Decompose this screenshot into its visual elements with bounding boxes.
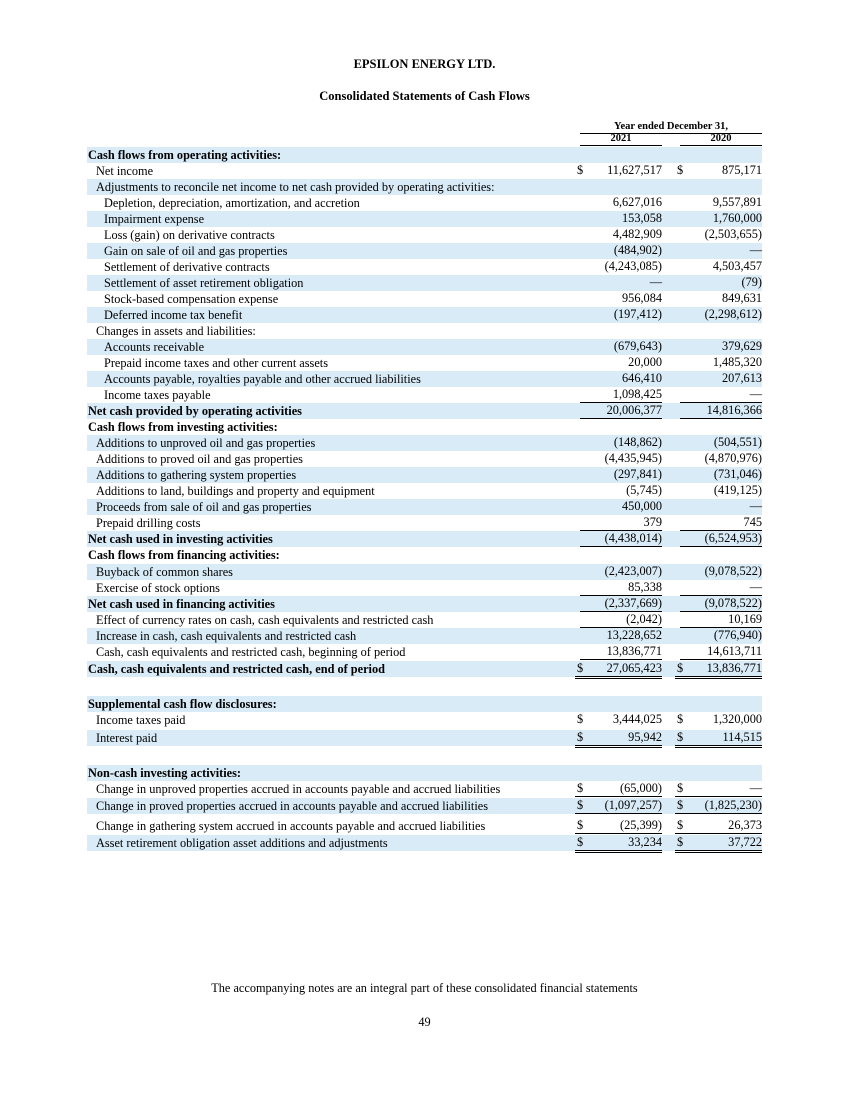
- value-2021: 3,444,025: [612, 712, 662, 726]
- table-row: [87, 323, 762, 339]
- value-2020: 1,320,000: [712, 712, 762, 726]
- value-2020: 875,171: [722, 163, 762, 177]
- table-row: [87, 696, 762, 712]
- value-2020: —: [749, 243, 762, 257]
- row-label: Accounts payable, royalties payable and other accrued liabilities: [104, 372, 421, 386]
- value-2021: (5,745): [626, 483, 662, 497]
- currency-symbol-2020: $: [677, 781, 684, 795]
- row-label: Proceeds from sale of oil and gas properties: [96, 500, 312, 514]
- row-label: Exercise of stock options: [96, 581, 220, 595]
- row-label: Net income: [96, 164, 154, 178]
- value-2021: —: [649, 275, 662, 289]
- row-label: Change in proved properties accrued in accounts payable and accrued liabilities: [96, 799, 488, 813]
- row-label: Non-cash investing activities:: [88, 766, 242, 780]
- column-header-2021: 2021: [580, 133, 662, 146]
- row-label: Impairment expense: [104, 212, 205, 226]
- row-label: Gain on sale of oil and gas properties: [104, 244, 288, 258]
- row-label: Additions to land, buildings and property and equipment: [96, 484, 375, 498]
- value-2021: (2,337,669): [580, 596, 662, 612]
- value-2021: 4,482,909: [612, 227, 662, 241]
- table-row: [87, 818, 762, 834]
- row-label: Cash flows from operating activities:: [88, 148, 282, 162]
- row-label: Settlement of derivative contracts: [104, 260, 270, 274]
- table-row: [87, 483, 762, 499]
- row-label: Adjustments to reconcile net income to net cash provided by operating activities:: [96, 180, 495, 194]
- row-label: Income taxes paid: [96, 713, 186, 727]
- currency-symbol-2021: $: [577, 818, 584, 832]
- table-row: [87, 339, 762, 355]
- value-2021: 27,065,423: [575, 661, 662, 679]
- value-2020: (776,940): [713, 628, 762, 642]
- table-row: [87, 195, 762, 211]
- table-row: [87, 499, 762, 515]
- value-2020: 9,557,891: [712, 195, 762, 209]
- value-2020: (79): [741, 275, 762, 289]
- row-label: Net cash provided by operating activities: [88, 404, 302, 418]
- currency-symbol-2020: $: [677, 730, 684, 744]
- table-row: [87, 781, 762, 797]
- value-2020: —: [680, 580, 762, 596]
- row-label: Additions to unproved oil and gas properties: [96, 436, 316, 450]
- row-label: Asset retirement obligation asset additions and adjustments: [96, 836, 388, 850]
- value-2021: 85,338: [580, 580, 662, 596]
- value-2020: 114,515: [675, 730, 762, 748]
- value-2020: 14,613,711: [680, 644, 762, 660]
- value-2021: (25,399): [575, 818, 662, 834]
- table-row: [87, 163, 762, 179]
- currency-symbol-2020: $: [677, 818, 684, 832]
- table-row: [87, 291, 762, 307]
- value-2021: 646,410: [622, 371, 662, 385]
- column-header-2020: 2020: [680, 133, 762, 146]
- table-row: [87, 307, 762, 323]
- value-2021: (4,438,014): [580, 531, 662, 547]
- value-2021: (4,435,945): [604, 451, 662, 465]
- table-row: [87, 243, 762, 259]
- value-2020: 1,485,320: [712, 355, 762, 369]
- value-2020: —: [749, 499, 762, 513]
- table-row: [87, 355, 762, 371]
- currency-symbol-2021: $: [577, 163, 584, 177]
- value-2020: (2,298,612): [704, 307, 762, 321]
- value-2020: —: [675, 781, 762, 797]
- value-2021: 956,084: [622, 291, 662, 305]
- table-row: [87, 403, 762, 419]
- table-row: [87, 211, 762, 227]
- row-label: Change in gathering system accrued in accounts payable and accrued liabilities: [96, 819, 486, 833]
- value-2020: 849,631: [722, 291, 762, 305]
- row-label: Cash flows from investing activities:: [88, 420, 278, 434]
- value-2020: (1,825,230): [675, 798, 762, 814]
- value-2021: (484,902): [613, 243, 662, 257]
- currency-symbol-2020: $: [677, 798, 684, 812]
- row-label: Supplemental cash flow disclosures:: [88, 697, 277, 711]
- table-row: [87, 227, 762, 243]
- row-label: Additions to gathering system properties: [96, 468, 297, 482]
- row-label: Buyback of common shares: [96, 565, 233, 579]
- table-row: [87, 547, 762, 563]
- footer-note: The accompanying notes are an integral part of these consolidated financial statements: [211, 981, 638, 995]
- table-row: [87, 612, 762, 628]
- table-row: [87, 435, 762, 451]
- table-row: [87, 596, 762, 612]
- table-row: [87, 179, 762, 195]
- row-label: Net cash used in investing activities: [88, 532, 273, 546]
- row-label: Prepaid income taxes and other current assets: [104, 356, 328, 370]
- value-2021: (148,862): [613, 435, 662, 449]
- table-row: [87, 730, 762, 746]
- table-row: [87, 387, 762, 403]
- currency-symbol-2021: $: [577, 835, 584, 849]
- currency-symbol-2021: $: [577, 712, 584, 726]
- value-2021: (4,243,085): [604, 259, 662, 273]
- table-row: [87, 531, 762, 547]
- table-row: [87, 371, 762, 387]
- row-label: Cash, cash equivalents and restricted cash, end of period: [88, 662, 385, 676]
- table-row: [87, 419, 762, 435]
- value-2020: (504,551): [713, 435, 762, 449]
- row-label: Depletion, depreciation, amortization, and accretion: [104, 196, 360, 210]
- table-row: [87, 798, 762, 814]
- row-label: Cash, cash equivalents and restricted cash, beginning of period: [96, 645, 406, 659]
- value-2020: 379,629: [722, 339, 762, 353]
- table-row: [87, 259, 762, 275]
- row-label: Income taxes payable: [104, 388, 211, 402]
- value-2020: 207,613: [722, 371, 762, 385]
- row-label: Net cash used in financing activities: [88, 597, 275, 611]
- value-2021: 379: [580, 515, 662, 531]
- value-2020: 13,836,771: [675, 661, 762, 679]
- value-2021: (2,423,007): [604, 564, 662, 578]
- row-label: Loss (gain) on derivative contracts: [104, 228, 275, 242]
- value-2021: 153,058: [622, 211, 662, 225]
- value-2021: 450,000: [622, 499, 662, 513]
- table-row: [87, 515, 762, 531]
- value-2021: 11,627,517: [607, 163, 662, 177]
- value-2021: 13,228,652: [606, 628, 662, 642]
- row-label: Increase in cash, cash equivalents and restricted cash: [96, 629, 357, 643]
- table-row: [87, 712, 762, 728]
- table-row: [87, 628, 762, 644]
- table-row: [87, 147, 762, 163]
- statement-title: Consolidated Statements of Cash Flows: [319, 89, 530, 103]
- value-2021: (65,000): [575, 781, 662, 797]
- row-label: Cash flows from financing activities:: [88, 548, 280, 562]
- row-label: Stock-based compensation expense: [104, 292, 279, 306]
- value-2020: 1,760,000: [712, 211, 762, 225]
- value-2020: 37,722: [675, 835, 762, 853]
- currency-symbol-2020: $: [677, 712, 684, 726]
- value-2021: 13,836,771: [580, 644, 662, 660]
- value-2021: 20,006,377: [580, 403, 662, 419]
- currency-symbol-2021: $: [577, 730, 584, 744]
- row-label: Change in unproved properties accrued in accounts payable and accrued liabilities: [96, 782, 501, 796]
- value-2021: 1,098,425: [580, 387, 662, 403]
- value-2021: (1,097,257): [575, 798, 662, 814]
- table-row: [87, 661, 762, 677]
- table-row: [87, 564, 762, 580]
- row-label: Deferred income tax benefit: [104, 308, 243, 322]
- currency-symbol-2021: $: [577, 781, 584, 795]
- value-2020: —: [680, 387, 762, 403]
- table-row: [87, 580, 762, 596]
- value-2020: 4,503,457: [712, 259, 762, 273]
- value-2021: 33,234: [575, 835, 662, 853]
- value-2021: (197,412): [613, 307, 662, 321]
- row-label: Effect of currency rates on cash, cash equivalents and restricted cash: [96, 613, 434, 627]
- table-row: [87, 275, 762, 291]
- period-header: Year ended December 31,: [580, 121, 762, 134]
- value-2021: (679,643): [613, 339, 662, 353]
- value-2020: (9,078,522): [680, 596, 762, 612]
- value-2020: 26,373: [675, 818, 762, 834]
- currency-symbol-2021: $: [577, 798, 584, 812]
- page-number: 49: [418, 1015, 431, 1029]
- value-2020: (6,524,953): [680, 531, 762, 547]
- table-row: [87, 451, 762, 467]
- table-row: [87, 644, 762, 660]
- row-label: Accounts receivable: [104, 340, 205, 354]
- row-label: Settlement of asset retirement obligation: [104, 276, 304, 290]
- value-2021: (297,841): [613, 467, 662, 481]
- table-row: [87, 765, 762, 781]
- value-2020: 10,169: [680, 612, 762, 628]
- value-2020: (2,503,655): [704, 227, 762, 241]
- company-name: EPSILON ENERGY LTD.: [353, 57, 496, 71]
- value-2021: 20,000: [628, 355, 662, 369]
- value-2020: (4,870,976): [704, 451, 762, 465]
- table-row: [87, 467, 762, 483]
- row-label: Additions to proved oil and gas properties: [96, 452, 303, 466]
- row-label: Interest paid: [96, 731, 158, 745]
- value-2020: (9,078,522): [704, 564, 762, 578]
- row-label: Changes in assets and liabilities:: [96, 324, 256, 338]
- value-2020: 745: [680, 515, 762, 531]
- currency-symbol-2020: $: [677, 163, 684, 177]
- value-2021: 6,627,016: [612, 195, 662, 209]
- value-2020: 14,816,366: [680, 403, 762, 419]
- value-2020: (731,046): [713, 467, 762, 481]
- value-2021: 95,942: [575, 730, 662, 748]
- currency-symbol-2021: $: [577, 661, 584, 675]
- currency-symbol-2020: $: [677, 661, 684, 675]
- table-row: [87, 835, 762, 851]
- value-2021: (2,042): [580, 612, 662, 628]
- currency-symbol-2020: $: [677, 835, 684, 849]
- row-label: Prepaid drilling costs: [96, 516, 201, 530]
- value-2020: (419,125): [713, 483, 762, 497]
